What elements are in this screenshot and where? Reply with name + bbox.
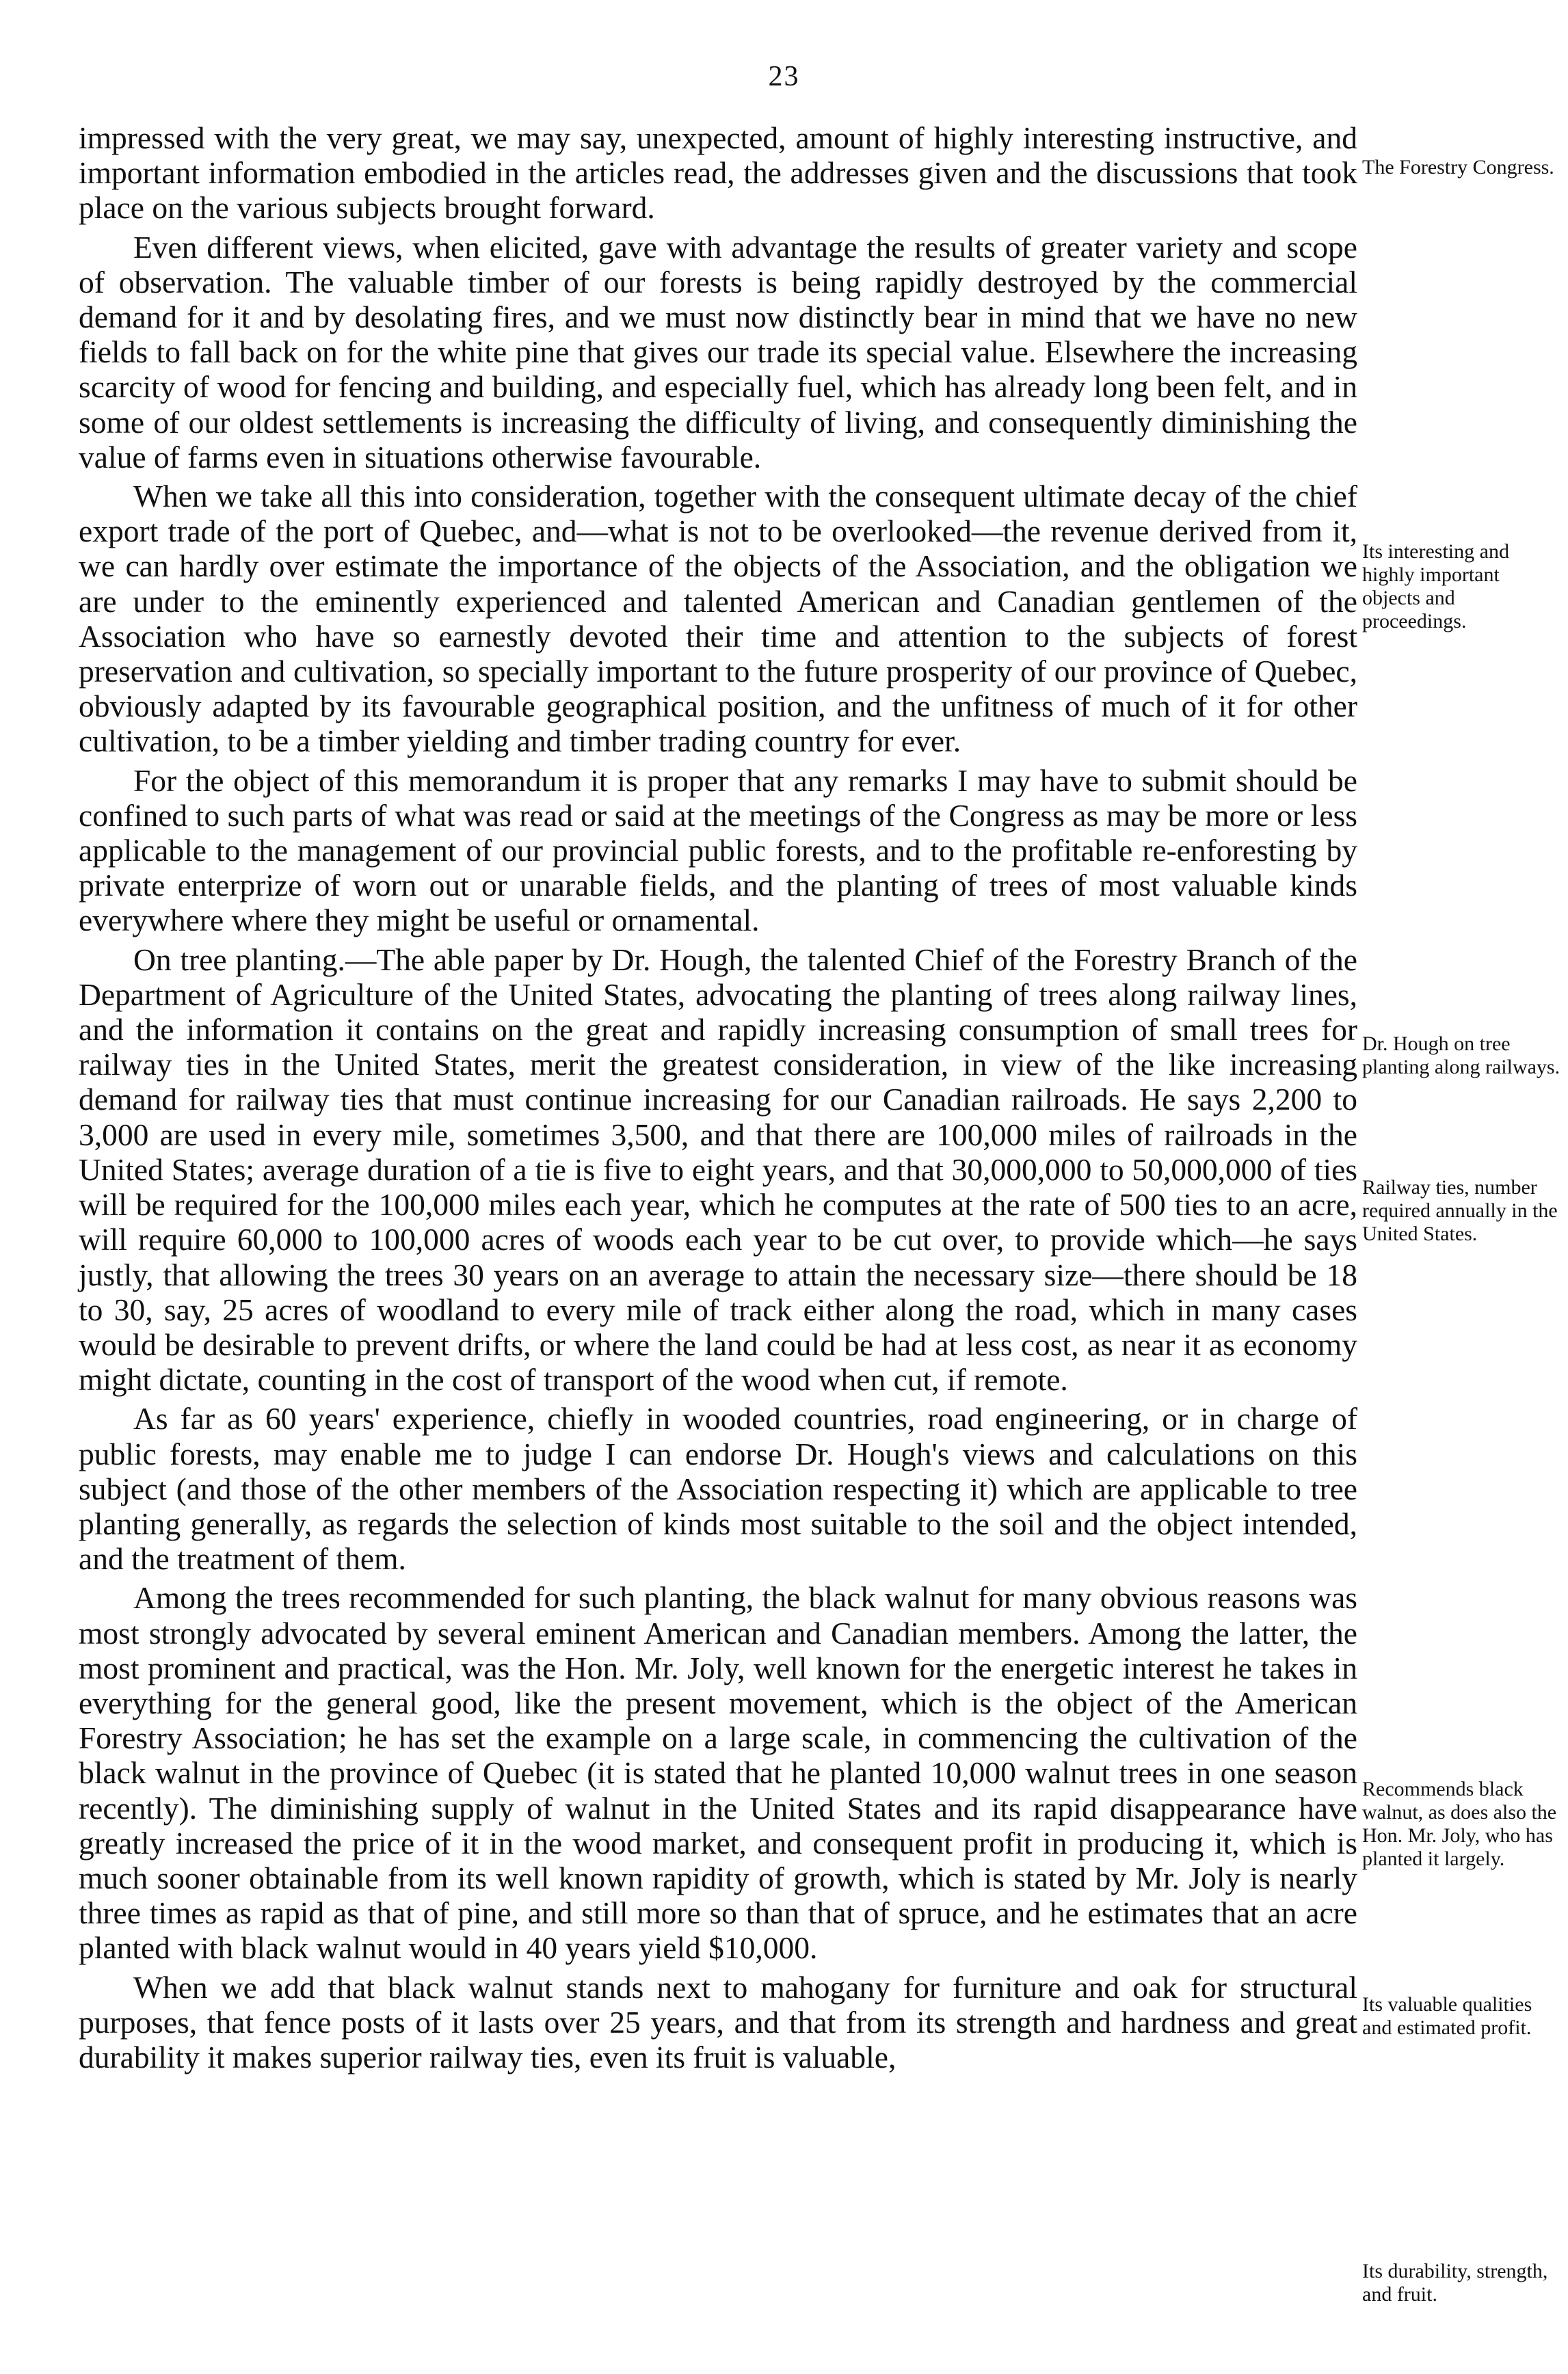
paragraph-8: When we add that black walnut stands next to mahogany for furniture and oak for structural purposes, that fence posts of it lasts over 25 years, and that from its strength and hardness and great durability it makes superior railway ties, even its fruit is valuable, bbox=[79, 1969, 1357, 2075]
side-note-valuable-qualities: Its valuable qualities and estimated profit. bbox=[1362, 1993, 1532, 2039]
side-note-railway-ties: Railway ties, number required annually in the United States. bbox=[1362, 1176, 1558, 1245]
paragraph-2: Even different views, when elicited, gave with advantage the results of greater variety and scope of observation. The valuable timber of our forests is being rapidly destroyed by the commercial demand for it and by desolating fires, and we must now distinctly bear in mind that we have no new fields to fall back on for the white pine that gives our trade its special value. Elsewhere the increasing scarcity of wood for fencing and building, and especially fuel, which has already long been felt, and in some of our oldest settlements is increasing the difficulty of living, and consequently diminishing the value of farms even in situations otherwise favourable. bbox=[79, 229, 1357, 475]
page-number: 23 bbox=[768, 61, 800, 92]
side-note-black-walnut: Recommends black walnut, as does also the Hon. Mr. Joly, who has planted it largely. bbox=[1362, 1778, 1557, 1870]
side-note-forestry-congress: The Forestry Congress. bbox=[1362, 156, 1554, 178]
paragraph-6: As far as 60 years' experience, chiefly in wooded countries, road engineering, or in charge of public forests, may enable me to judge I can endorse Dr. Hough's views and calculations on this subject (and those of the other members of the Association respecting it) which are applicable to tree planting generally, as regards the selection of kinds most suitable to the soil and the object intended, and the treatment of them. bbox=[79, 1401, 1357, 1577]
side-note-objects-proceedings: Its interesting and highly important objects and proceedings. bbox=[1362, 540, 1509, 632]
paragraph-3: When we take all this into consideration, together with the consequent ultimate decay of the chief export trade of the port of Quebec, and—what is not to be overlooked—the revenue derived from it, we can hardly over estimate the importance of the objects of the Association, and the obligation we are under to the eminently experienced and talented American and Canadian gentlemen of the Association who have so earnestly devoted their time and attention to the subjects of forest preservation and cultivation, so specially important to the future prosperity of our province of Quebec, obviously adapted by its favourable geographical position, and the unfitness of much of it for other cultivation, to be a timber yielding and timber trading country for ever. bbox=[79, 479, 1357, 759]
paragraph-4: For the object of this memorandum it is proper that any remarks I may have to submit should be confined to such parts of what was read or said at the meetings of the Congress as may be more or less applicable to the management of our provincial public forests, and to the profitable re-enforesting by private enterprize of worn out or unarable fields, and the planting of trees of most valuable kinds everywhere where they might be useful or ornamental. bbox=[79, 762, 1357, 938]
paragraph-7: Among the trees recommended for such planting, the black walnut for many obvious reasons was most strongly advocated by several eminent American and Canadian members. Among the latter, the most prominent and practical, was the Hon. Mr. Joly, well known for the energetic interest he takes in everything for the general good, like the present movement, which is the object of the American Forestry Association; he has set the example on a large scale, in commencing the cultivation of the black walnut in the province of Quebec (it is stated that he planted 10,000 walnut trees in one season recently). The diminishing supply of walnut in the United States and its rapid disappearance have greatly increased the price of it in the wood market, and consequent profit in producing it, which is much sooner obtainable from its well known rapidity of growth, which is stated by Mr. Joly is nearly three times as rapid as that of pine, and still more so than that of spruce, and he estimates that an acre planted with black walnut would in 40 years yield $10,000. bbox=[79, 1580, 1357, 1966]
side-note-dr-hough: Dr. Hough on tree planting along railways. bbox=[1362, 1032, 1560, 1078]
paragraph-1: impressed with the very great, we may say, unexpected, amount of highly interesting instructive, and important information embodied in the articles read, the addresses given and the discussions that took place on the various subjects brought forward. bbox=[79, 120, 1357, 226]
body-text bbox=[79, 120, 1357, 2075]
paragraph-5: On tree planting.—The able paper by Dr. Hough, the talented Chief of the Forestry Branch of the Department of Agriculture of the United States, advocating the planting of trees along railway lines, and the information it contains on the great and rapidly increasing consumption of small trees for railway ties in the United States, merit the greatest consideration, in view of the like increasing demand for railway ties that must continue increasing for our Canadian railroads. He says 2,200 to 3,000 are used in every mile, sometimes 3,500, and that there are 100,000 miles of railroads in the United States; average duration of a tie is five to eight years, and that 30,000,000 to 50,000,000 of ties will be required for the 100,000 miles each year, which he computes at the rate of 500 ties to an acre, will require 60,000 to 100,000 acres of woods each year to be cut over, to provide which—he says justly, that allowing the trees 30 years on an average to attain the necessary size—there should be 18 to 30, say, 25 acres of woodland to every mile of track either along the road, which in many cases would be desirable to prevent drifts, or where the land could be had at less cost, as near it as economy might dictate, counting in the cost of transport of the wood when cut, if remote. bbox=[79, 942, 1357, 1398]
side-note-durability: Its durability, strength, and fruit. bbox=[1362, 2260, 1548, 2306]
